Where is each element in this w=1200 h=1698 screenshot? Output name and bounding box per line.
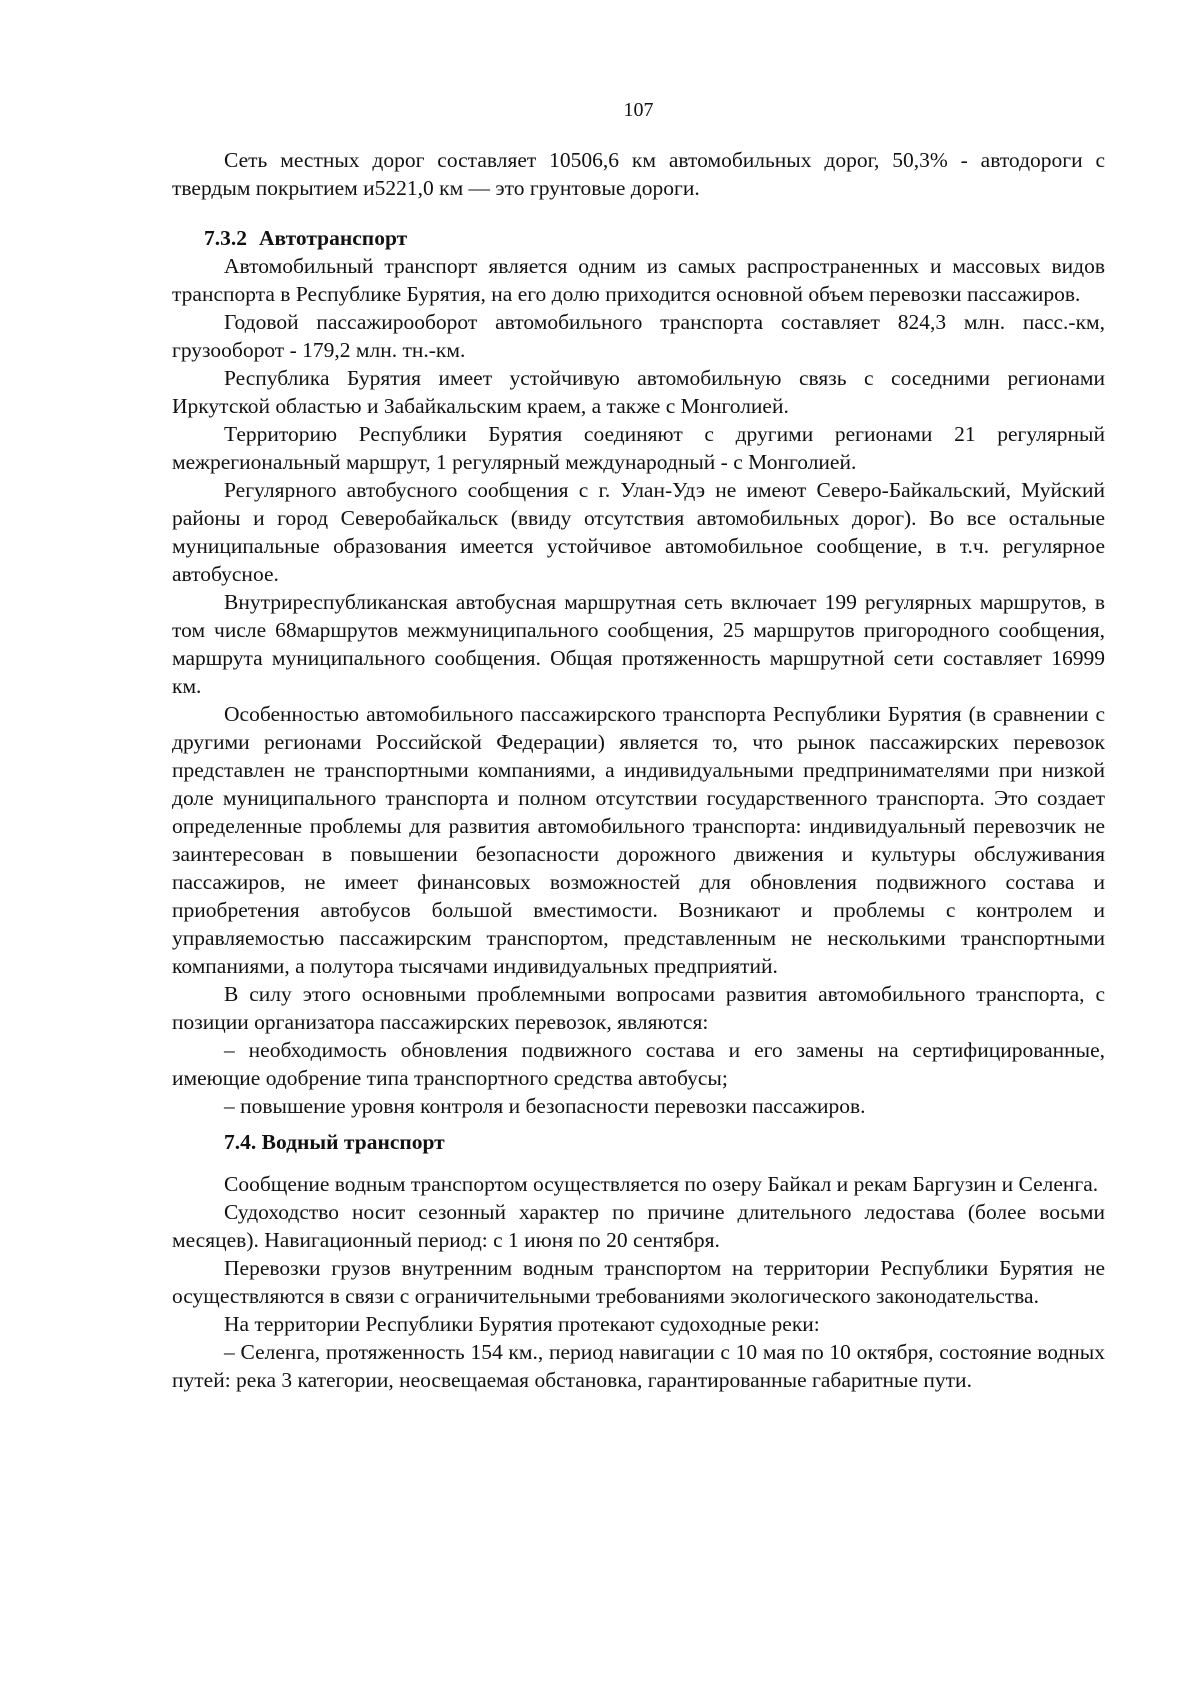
paragraph: На территории Республики Бурятия протекают судоходные реки: <box>224 1312 820 1336</box>
paragraph: Судоходство носит сезонный характер по причине длительного ледостава (более восьми месяцев). Навигационный период: с 1 июня по 20 сентября. <box>172 1200 1105 1252</box>
paragraph: Республика Бурятия имеет устойчивую автомобильную связь с соседними регионами Иркутской областью и Забайкальским краем, а также с Монголией. <box>172 366 1105 418</box>
section-heading-7-4: 7.4. Водный транспорт <box>224 1130 445 1154</box>
intro-paragraph: Сеть местных дорог составляет 10506,6 км автомобильных дорог, 50,3% - автодороги с твердым покрытием и5221,0 км — это грунтовые дороги. <box>172 148 1105 200</box>
paragraph: Годовой пассажирооборот автомобильного транспорта составляет 824,3 млн. пасс.-км, грузооборот - 179,2 млн. тн.-км. <box>172 310 1105 362</box>
list-item: – необходимость обновления подвижного состава и его замены на сертифицированные, имеющие одобрение типа транспортного средства автобусы; <box>172 1038 1105 1090</box>
paragraph: В силу этого основными проблемными вопросами развития автомобильного транспорта, с позиции организатора пассажирских перевозок, являются: <box>172 982 1105 1034</box>
paragraph: Автомобильный транспорт является одним из самых распространенных и массовых видов транспорта в Республике Бурятия, на его долю приходится основной объем перевозки пассажиров. <box>172 254 1105 306</box>
paragraph: Сообщение водным транспортом осуществляется по озеру Байкал и рекам Баргузин и Селенга. <box>224 1172 1099 1196</box>
list-item: – Селенга, протяженность 154 км., период навигации с 10 мая по 10 октября, состояние водных путей: река 3 категории, неосвещаемая обстановка, гарантированные габаритные пути. <box>172 1340 1105 1392</box>
page-number: 107 <box>623 99 654 121</box>
list-item: – повышение уровня контроля и безопасности перевозки пассажиров. <box>224 1094 866 1118</box>
paragraph: Регулярного автобусного сообщения с г. Улан-Удэ не имеют Северо-Байкальский, Муйский районы и город Северобайкальск (ввиду отсутствия автомобильных дорог). Во все остальные муниципальные образования имеется устойчивое автомобильное сообщение, в т.ч. регулярное автобусное. <box>172 478 1105 586</box>
paragraph: Особенностью автомобильного пассажирского транспорта Республики Бурятия (в сравнении с другими регионами Российской Федерации) является то, что рынок пассажирских перевозок представлен не транспортными компаниями, а индивидуальными предпринимателями при низкой доле муниципального транспорта и полном отсутствии государственного транспорта. Это создает определенные проблемы для развития автомобильного транспорта: индивидуальный перевозчик не заинтересован в повышении безопасности дорожного движения и культуры обслуживания пассажиров, не имеет финансовых возможностей для обновления подвижного состава и приобретения автобусов большой вместимости. Возникают и проблемы с контролем и управляемостью пассажирским транспортом, представленным не несколькими транспортными компаниями, а полутора тысячами индивидуальных предприятий. <box>172 702 1105 978</box>
section-title: Автотранспорт <box>259 226 408 250</box>
paragraph: Внутриреспубликанская автобусная маршрутная сеть включает 199 регулярных маршрутов, в том числе 68маршрутов межмуниципального сообщения, 25 маршрутов пригородного сообщения, маршрута муниципального сообщения. Общая протяженность маршрутной сети составляет 16999 км. <box>172 590 1105 698</box>
section-number: 7.3.2 <box>204 226 247 250</box>
document-page <box>172 98 1105 1394</box>
paragraph: Территорию Республики Бурятия соединяют с другими регионами 21 регулярный межрегиональный маршрут, 1 регулярный международный - с Монголией. <box>172 422 1105 474</box>
section-heading-7-3-2 <box>172 224 1105 252</box>
paragraph: Перевозки грузов внутренним водным транспортом на территории Республики Бурятия не осуществляются в связи с ограничительными требованиями экологического законодательства. <box>172 1256 1105 1308</box>
